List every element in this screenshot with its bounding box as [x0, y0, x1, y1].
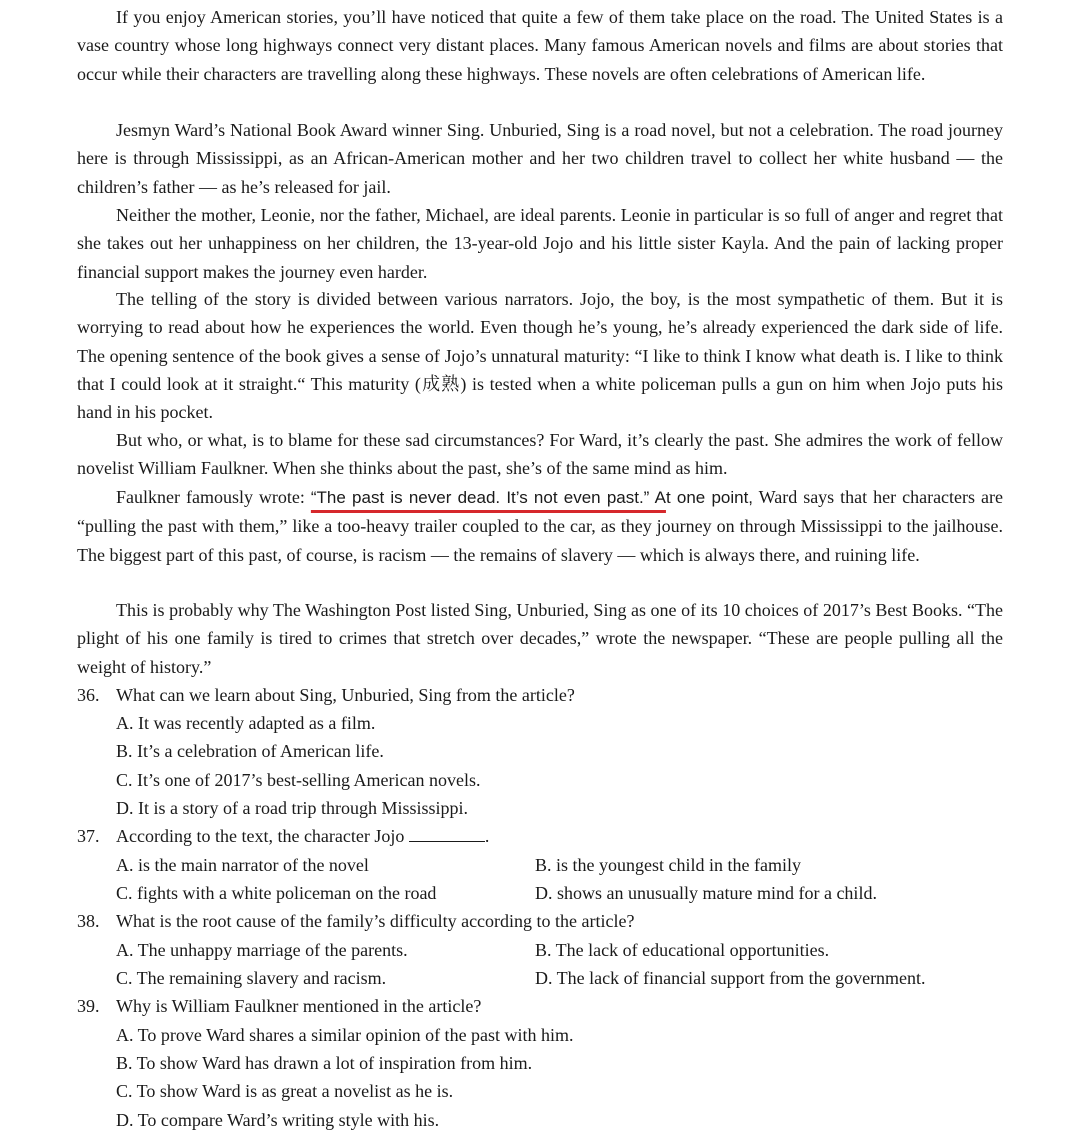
question-38-number: 38. — [77, 911, 100, 931]
passage-paragraph-4: The telling of the story is divided between various narrators. Jojo, the boy, is the most sympathetic of them. But it is worrying to read about how he experiences the world. Even though he’s young, he’s already experienced the dark side of life. The opening sentence of the book gives a sense of Jojo’s unnatural maturity: “I like to think I know what death is. I like to think that I could look at it straight.“ This maturity (成熟) is tested when a white policeman pulls a gun on him when Jojo puts his hand in his pocket. — [77, 289, 1003, 423]
question-36-stem — [77, 681, 1003, 709]
passage-paragraph-3: Neither the mother, Leonie, nor the father, Michael, are ideal parents. Leonie in particular is so full of anger and regret that she takes out her unhappiness on her children, the 13-year-old Jojo and his little sister Kayla. And the pain of lacking proper financial support makes the journey even harder. — [77, 205, 1003, 282]
question-39-number: 39. — [77, 996, 100, 1016]
question-37-end: . — [484, 826, 490, 846]
question-39-option-c: C. To show Ward is as great a novelist as he is. — [116, 1081, 454, 1101]
answer-blank — [409, 823, 485, 842]
question-39-text: Why is William Faulkner mentioned in the article? — [116, 996, 482, 1016]
passage-paragraph-6 — [77, 483, 1003, 569]
passage-paragraph-1: If you enjoy American stories, you’ll have noticed that quite a few of them take place on the road. The United States is a vase country whose long highways connect very distant places. Many famous American novels and films are about stories that occur while their characters are travelling along these highways. These novels are often celebrations of American life. — [77, 7, 1003, 84]
question-36-text: What can we learn about Sing, Unburied, Sing from the article? — [116, 685, 575, 705]
question-39-option-a: A. To prove Ward shares a similar opinion of the past with him. — [116, 1025, 574, 1045]
question-38-option-a: A. The unhappy marriage of the parents. — [116, 940, 408, 960]
question-38-text: What is the root cause of the family’s difficulty according to the article? — [116, 911, 635, 931]
question-36-option-d: D. It is a story of a road trip through Mississippi. — [116, 798, 468, 818]
question-37-option-d: D. shows an unusually mature mind for a child. — [535, 883, 877, 903]
question-37-option-a: A. is the main narrator of the novel — [116, 855, 369, 875]
passage-paragraph-7: This is probably why The Washington Post listed Sing, Unburied, Sing as one of its 10 choices of 2017’s Best Books. “The plight of his one family is tired to crimes that stretch over decades,” wrote the newspaper. “These are people pulling all the weight of history.” — [77, 600, 1003, 677]
question-36-number: 36. — [77, 685, 100, 705]
question-39-stem — [77, 992, 1003, 1020]
question-39-option-b: B. To show Ward has drawn a lot of inspiration from him. — [116, 1053, 533, 1073]
paragraph-6-rest: Ward says that her characters are “pulling the past with them,” like a too-heavy trailer coupled to the car, as they journey on through Mississippi to the jailhouse. The biggest part of this past, of course, is racism — the remains of slavery — which is always there, and ruining life. — [77, 487, 1003, 565]
question-37-number: 37. — [77, 826, 100, 846]
underlined-faulkner-quote: “The past is never dead. It’s not even past.” A — [310, 488, 666, 507]
question-36-option-b: B. It’s a celebration of American life. — [116, 741, 384, 761]
question-36-option-a: A. It was recently adapted as a film. — [116, 713, 376, 733]
question-38-option-c: C. The remaining slavery and racism. — [116, 968, 387, 988]
question-37-text: According to the text, the character Jojo — [116, 826, 405, 846]
question-37-option-c: C. fights with a white policeman on the road — [116, 883, 437, 903]
question-38-option-b: B. The lack of educational opportunities. — [535, 940, 830, 960]
passage-paragraph-2: Jesmyn Ward’s National Book Award winner Sing. Unburied, Sing is a road novel, but not a celebration. The road journey here is through Mississippi, as an African-American mother and her two children travel to collect her white husband — the children’s father — as he’s released for jail. — [77, 120, 1003, 197]
passage-paragraph-5: But who, or what, is to blame for these sad circumstances? For Ward, it’s clearly the past. She admires the work of fellow novelist William Faulkner. When she thinks about the past, she’s of the same mind as him. — [77, 430, 1003, 479]
question-37-option-b: B. is the youngest child in the family — [535, 855, 801, 875]
question-37-stem — [77, 822, 1003, 850]
question-39-option-d: D. To compare Ward’s writing style with his. — [116, 1110, 440, 1130]
paragraph-6-lead: Faulkner famously wrote: — [116, 487, 311, 507]
question-36-option-c: C. It’s one of 2017’s best-selling American novels. — [116, 770, 481, 790]
question-38-stem — [77, 907, 1003, 935]
question-38-option-d: D. The lack of financial support from the government. — [535, 968, 926, 988]
paragraph-6-sans-tail: t one point, — [665, 488, 754, 507]
